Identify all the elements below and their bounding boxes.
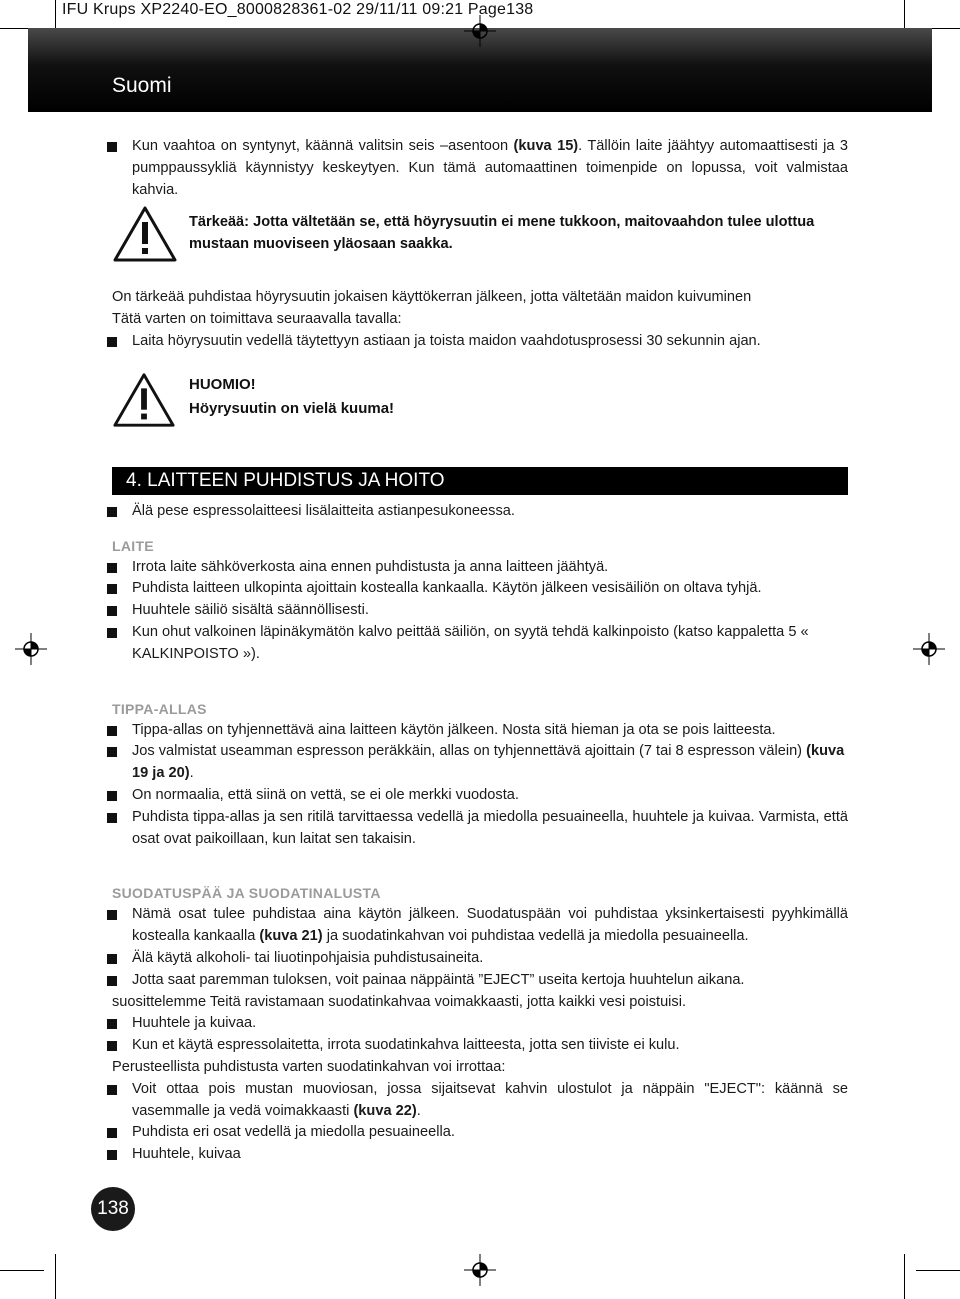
list-item: Kun et käytä espressolaitetta, irrota suodatinkahva laitteesta, jotta sen tiiviste ei kulu. (112, 1035, 848, 1057)
warning-triangle-icon (112, 371, 176, 429)
chapter-heading: 4. LAITTEEN PUHDISTUS JA HOITO (112, 467, 848, 495)
registration-mark-icon (913, 633, 945, 665)
crop-mark (904, 1254, 905, 1299)
registration-mark-icon (15, 633, 47, 665)
list-item: Puhdista eri osat vedellä ja miedolla pesuaineella. (112, 1122, 848, 1144)
list-item: Kun vaahtoa on syntynyt, käännä valitsin seis –asentoon (kuva 15). Tällöin laite jäähtyy automaattisesti ja 3 pumppaussykliä käynnistyy keskeytyen. Kun tämä automaattinen toimenpide on lopussa, voit valmistaa kahvia. (112, 136, 848, 201)
list-item: Voit ottaa pois mustan muoviosan, jossa sijaitsevat kahvin ulostulot ja näppäin "EJECT": käännä se vasemmalle ja vedä voimakkaasti (kuva 22). (112, 1079, 848, 1123)
registration-mark-icon (464, 1254, 496, 1286)
crop-mark (916, 1270, 960, 1271)
crop-mark (55, 1254, 56, 1299)
paragraph: Tätä varten on toimittava seuraavalla tavalla: (112, 311, 402, 328)
warning-triangle-icon (112, 205, 178, 263)
section-heading: TIPPA-ALLAS (112, 700, 207, 717)
list-item: Huuhtele ja kuivaa. (112, 1013, 848, 1035)
warning-text: Tärkeää: Jotta vältetään se, että höyrysuutin ei mene tukkoon, maitovaahdon tulee ulottua mustaan muoviseen yläosaan saakka. (189, 214, 815, 253)
warning-title: HUOMIO! (189, 375, 256, 393)
warning-box (112, 211, 848, 271)
print-slug: IFU Krups XP2240-EO_8000828361-02 29/11/11 09:21 Page138 (62, 1, 534, 18)
list-item: Kun ohut valkoinen läpinäkymätön kalvo peittää säiliön, on syytä tehdä kalkinpoisto (katso kappaletta 5 « KALKINPOISTO »). (112, 622, 848, 666)
page-number: 138 (91, 1187, 135, 1231)
section-heading: LAITE (112, 537, 154, 554)
list-item: Huuhtele, kuivaa (112, 1144, 848, 1166)
list-item: Laita höyrysuutin vedellä täytettyyn astiaan ja toista maidon vaahdotusprosessi 30 sekunnin ajan. (112, 331, 848, 353)
warning-text: Höyrysuutin on vielä kuuma! (189, 399, 395, 417)
list-item: Jotta saat paremman tuloksen, voit painaa näppäintä ”EJECT” useita kertoja huuhtelun aikana. (112, 970, 848, 992)
list-item: Jos valmistat useamman espresson peräkkäin, allas on tyhjennettävä ajoittain (7 tai 8 espresson välein) (kuva 19 ja 20). (112, 741, 848, 785)
list-item: Puhdista laitteen ulkopinta ajoittain kostealla kankaalla. Käytön jälkeen vesisäiliön on oltava tyhjä. (112, 578, 848, 600)
warning-box (112, 373, 848, 437)
language-title: Suomi (112, 74, 172, 97)
list-item: Älä käytä alkoholi- tai liuotinpohjaisia puhdistusaineita. (112, 948, 848, 970)
registration-mark-icon (464, 15, 496, 47)
section-heading: SUODATUSPÄÄ JA SUODATINALUSTA (112, 885, 381, 902)
paragraph: suosittelemme Teitä ravistamaan suodatinkahvaa voimakkaasti, jotta kaikki vesi poistuisi. (112, 993, 687, 1010)
list-item: Puhdista tippa-allas ja sen ritilä tarvittaessa vedellä ja miedolla pesuaineella, huuhtele ja kuivaa. Varmista, että osat ovat paikoillaan, kun laitat sen takaisin. (112, 807, 848, 851)
list-item: Tippa-allas on tyhjennettävä aina laitteen käytön jälkeen. Nosta sitä hieman ja ota se pois laitteesta. (112, 720, 848, 742)
list-item: Nämä osat tulee puhdistaa aina käytön jälkeen. Suodatuspään voi puhdistaa yksinkertaisesti pyyhkimällä kostealla kankaalla (kuva 21) ja suodatinkahvan voi puhdistaa vedellä ja miedolla pesuaineella. (112, 904, 848, 948)
paragraph: Perusteellista puhdistusta varten suodatinkahvan voi irrottaa: (112, 1058, 506, 1075)
list-item: Huuhtele säiliö sisältä säännöllisesti. (112, 600, 848, 622)
page-content (112, 136, 848, 1166)
paragraph: On tärkeää puhdistaa höyrysuutin jokaisen käyttökerran jälkeen, jotta vältetään maidon kuivuminen (112, 289, 752, 306)
list-item: On normaalia, että siinä on vettä, se ei ole merkki vuodosta. (112, 785, 848, 807)
list-item: Älä pese espressolaitteesi lisälaitteita astianpesukoneessa. (112, 501, 848, 523)
crop-mark (0, 1270, 44, 1271)
list-item: Irrota laite sähköverkosta aina ennen puhdistusta ja anna laitteen jäähtyä. (112, 557, 848, 579)
